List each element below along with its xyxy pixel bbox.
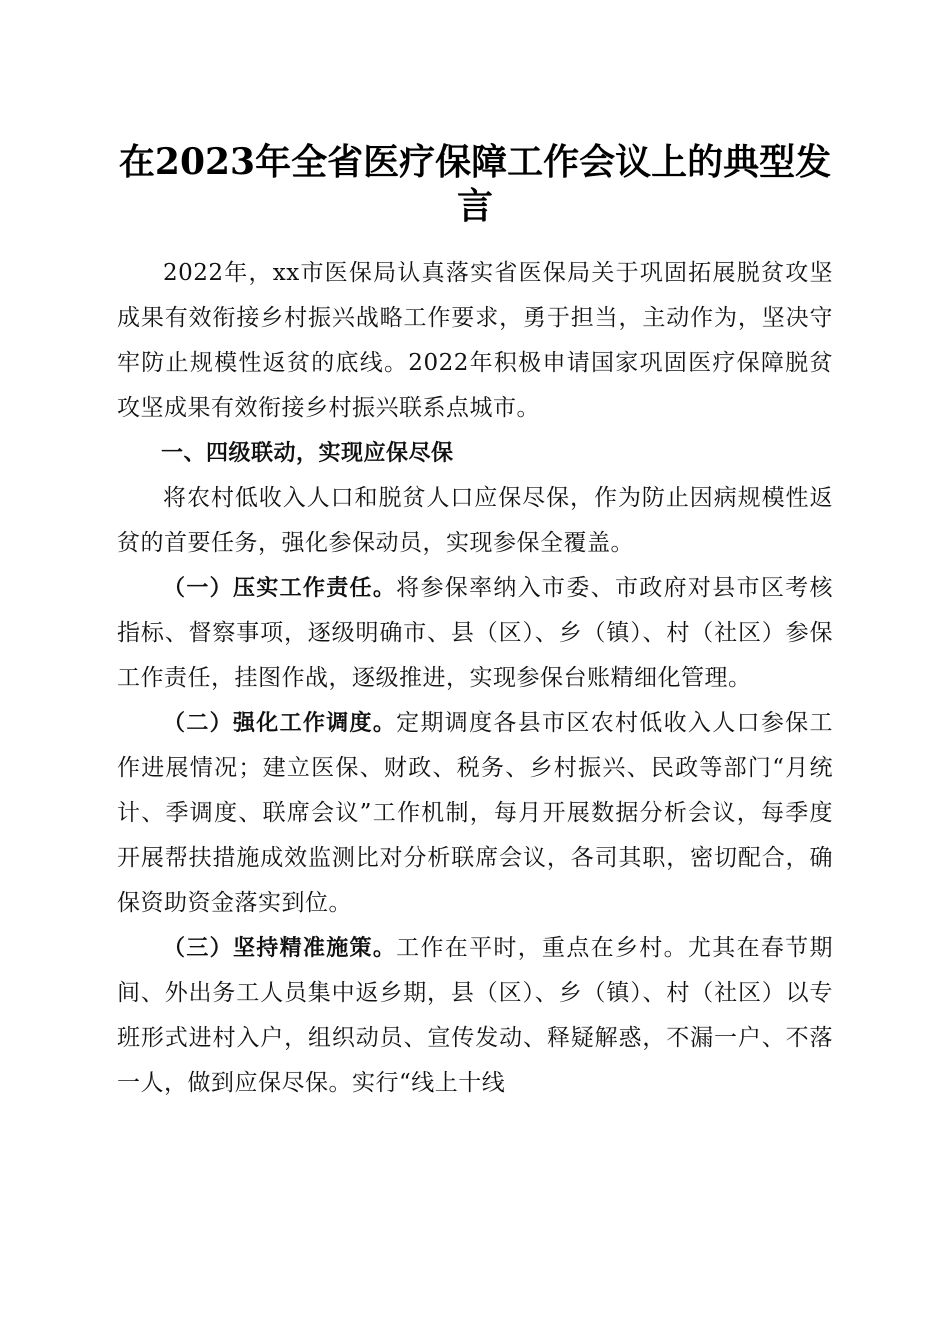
section-heading: 一、四级联动，实现应保尽保 [161,441,454,466]
item-lead-1: （一）压实工作责任。 [163,576,397,601]
item-paragraph-2 [117,701,833,926]
item-text-2: 定期调度各县市区农村低收入人口参保工作进展情况；建立医保、财政、税务、乡村振兴、民政等部门“月统计、季调度、联席会议”工作机制，每月开展数据分析会议，每季度开展帮扶措施成效监测比对分析联席会议，各司其职，密切配合，确保资助资金落实到位。 [117,710,833,916]
section-summary-paragraph: 将农村低收入人口和脱贫人口应保尽保，作为防止因病规模性返贫的首要任务，强化参保动员，实现参保全覆盖。 [117,485,833,556]
item-paragraph-3 [117,926,833,1106]
document-title: 在2023年全省医疗保障工作会议上的典型发言 [118,141,832,227]
item-text-1: 将参保率纳入市委、市政府对县市区考核指标、督察事项，逐级明确市、县（区）、乡（镇）、村（社区）参保工作责任，挂图作战，逐级推进，实现参保台账精细化管理。 [117,575,833,691]
item-lead-3: （三）坚持精准施策。 [163,936,397,961]
item-text-3: 工作在平时，重点在乡村。尤其在春节期间、外出务工人员集中返乡期，县（区）、乡（镇）、村（社区）以专班形式进村入户，组织动员、宣传发动、释疑解惑，不漏一户、不落一人，做到应保尽保。实行“线上十线 [117,935,833,1096]
item-lead-2: （二）强化工作调度。 [163,711,397,736]
document-body [117,251,833,1106]
item-paragraph-1 [117,566,833,701]
intro-paragraph: 2022年，xx市医保局认真落实省医保局关于巩固拓展脱贫攻坚成果有效衔接乡村振兴战略工作要求，勇于担当，主动作为，坚决守牢防止规模性返贫的底线。2022年积极申请国家巩固医疗保障脱贫攻坚成果有效衔接乡村振兴联系点城市。 [117,260,833,421]
